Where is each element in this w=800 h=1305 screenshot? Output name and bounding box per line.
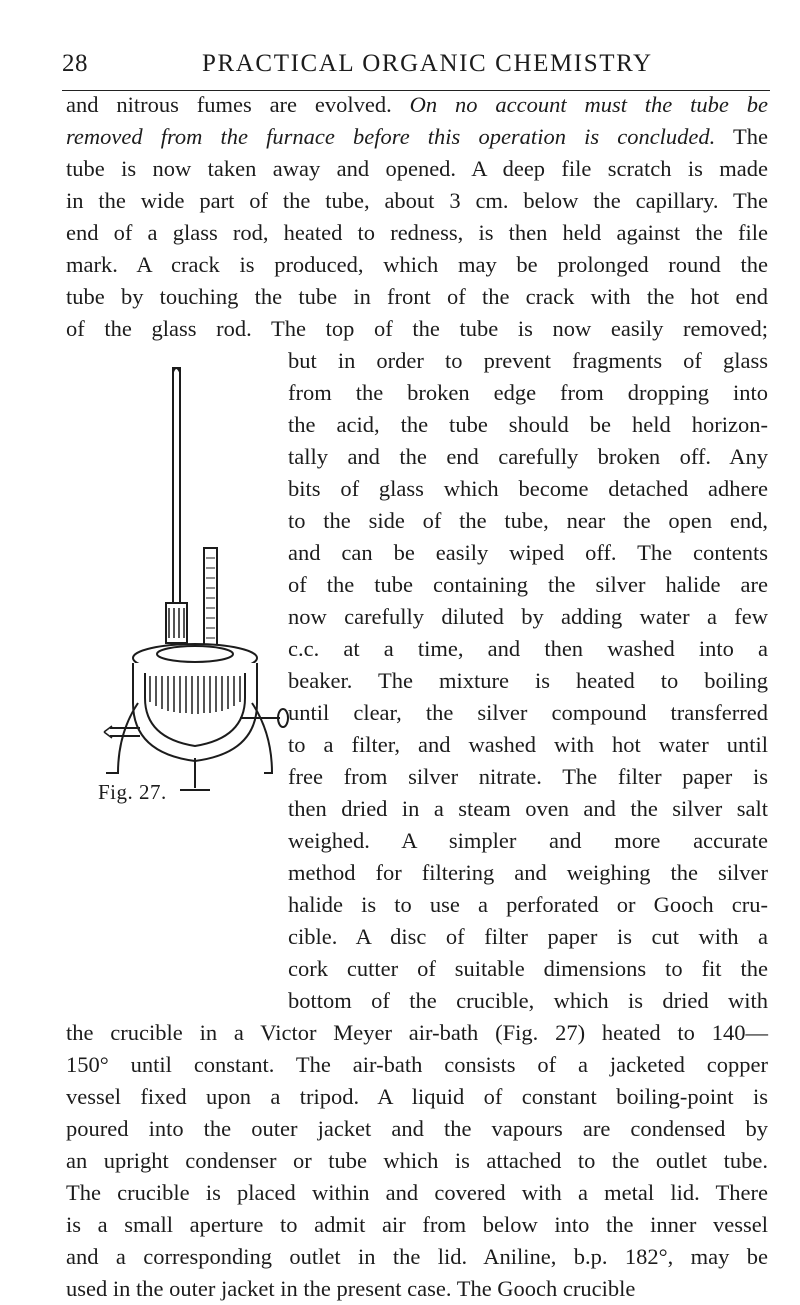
- wrap-line: and can be easily wiped off. The contents: [288, 540, 768, 565]
- text-line-2-roman: The: [733, 124, 769, 149]
- page-header: [62, 44, 770, 84]
- tail-line: the crucible in a Victor Meyer air-bath (Fig. 27) heated to 140—: [66, 1020, 768, 1045]
- wrap-line: free from silver nitrate. The filter paper is: [288, 764, 768, 789]
- wrap-line: to a filter, and washed with hot water until: [288, 732, 768, 757]
- text-line-5: end of a glass rod, heated to redness, is then held against the file: [66, 220, 768, 245]
- air-bath-illustration: [100, 358, 290, 798]
- wrap-line: cible. A disc of filter paper is cut with a: [288, 924, 768, 949]
- figure-caption: Fig. 27.: [98, 780, 167, 804]
- wrap-line: method for filtering and weighing the silver: [288, 860, 768, 885]
- wrap-line: but in order to prevent fragments of glass: [288, 348, 768, 373]
- wrap-line: tally and the end carefully broken off. Any: [288, 444, 768, 469]
- tripod-leg-center: [180, 758, 210, 790]
- text-line-2-italic: removed from the furnace before this operation is concluded.: [66, 124, 716, 149]
- wrap-line: c.c. at a time, and then washed into a: [288, 636, 768, 661]
- tail-line: The crucible is placed within and covered with a metal lid. There: [66, 1180, 768, 1205]
- text-line-2: [66, 121, 768, 153]
- tail-line: used in the outer jacket in the present case. The Gooch crucible: [66, 1276, 636, 1301]
- wrap-line: then dried in a steam oven and the silver salt: [288, 796, 768, 821]
- text-line-1: [66, 89, 768, 121]
- wrap-line: of the tube containing the silver halide are: [288, 572, 768, 597]
- wrap-line: beaker. The mixture is heated to boiling: [288, 668, 768, 693]
- tail-line: and a corresponding outlet in the lid. Aniline, b.p. 182°, may be: [66, 1244, 768, 1269]
- tail-line: vessel fixed upon a tripod. A liquid of constant boiling-point is: [66, 1084, 768, 1109]
- wrap-line: bits of glass which become detached adhere: [288, 476, 768, 501]
- tail-line: an upright condenser or tube which is attached to the outlet tube.: [66, 1148, 768, 1173]
- text-line-4: in the wide part of the tube, about 3 cm. below the capillary. The: [66, 188, 768, 213]
- text-line-7: tube by touching the tube in front of the crack with the hot end: [66, 284, 768, 309]
- wrap-line: halide is to use a perforated or Gooch cru-: [288, 892, 768, 917]
- text-line-6: mark. A crack is produced, which may be prolonged round the: [66, 252, 768, 277]
- text-line-3: tube is now taken away and opened. A deep file scratch is made: [66, 156, 768, 181]
- wrap-line: cork cutter of suitable dimensions to fit the: [288, 956, 768, 981]
- wrap-line: until clear, the silver compound transferred: [288, 700, 768, 725]
- tail-line: is a small aperture to admit air from below into the inner vessel: [66, 1212, 768, 1237]
- text-line-1-roman: and nitrous fumes are evolved.: [66, 92, 392, 117]
- text-line-8: of the glass rod. The top of the tube is now easily removed;: [66, 316, 768, 341]
- wrap-line: the acid, the tube should be held horizon-: [288, 412, 768, 437]
- wrap-line: now carefully diluted by adding water a few: [288, 604, 768, 629]
- air-bath-figure: [100, 358, 290, 798]
- wrap-line: bottom of the crucible, which is dried with: [288, 988, 768, 1013]
- text-line-1-italic: On no account must the tube be: [409, 92, 768, 117]
- page-number: 28: [62, 50, 88, 77]
- tail-line: poured into the outer jacket and the vapours are condensed by: [66, 1116, 768, 1141]
- wrap-line: from the broken edge from dropping into: [288, 380, 768, 405]
- air-bath-drawing: [104, 368, 288, 790]
- wrap-line: weighed. A simpler and more accurate: [288, 828, 768, 853]
- wrap-line: to the side of the tube, near the open end,: [288, 508, 768, 533]
- tail-line: 150° until constant. The air-bath consists of a jacketed copper: [66, 1052, 768, 1077]
- running-title: PRACTICAL ORGANIC CHEMISTRY: [202, 50, 653, 77]
